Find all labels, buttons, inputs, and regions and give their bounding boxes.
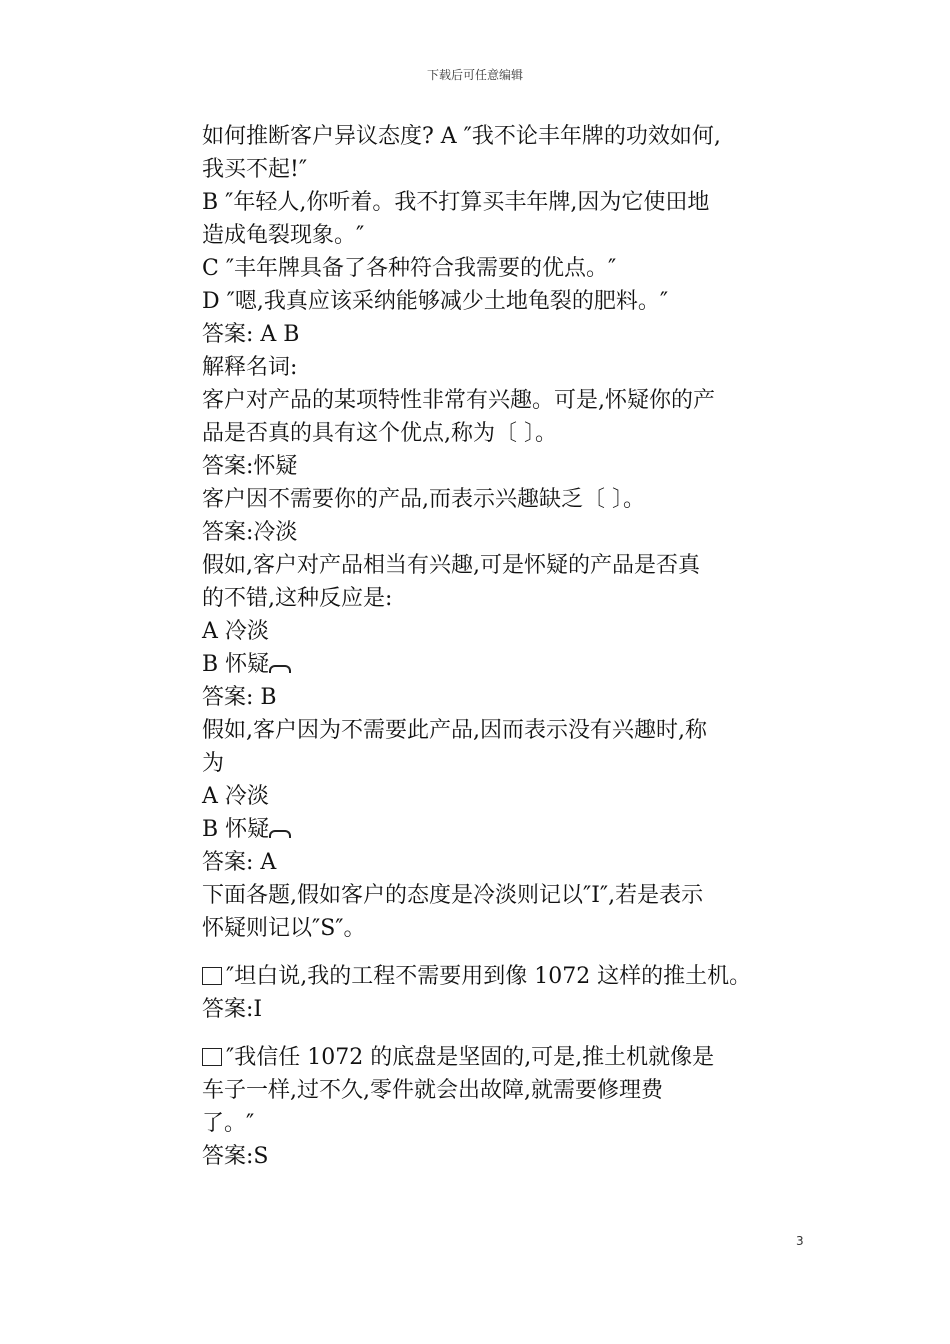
text-line: 造成龟裂现象。″ [202, 223, 365, 248]
option-line: A 冷淡 [202, 784, 269, 809]
text-line: 品是否真的具有这个优点,称为〔 〕。 [202, 421, 557, 446]
answer-line: 答案:冷淡 [202, 520, 298, 545]
option-text: B 怀疑 [202, 652, 270, 677]
text-line: 假如,客户因为不需要此产品,因而表示没有兴趣时,称 [202, 718, 707, 743]
text-line: 客户因不需要你的产品,而表示兴趣缺乏〔 〕。 [202, 487, 645, 512]
text-line: D ″嗯,我真应该采纳能够减少土地龟裂的肥料。″ [202, 289, 669, 314]
question-text-continued: 车子一样,过不久,零件就会出故障,就需要修理费 [202, 1078, 663, 1103]
checkbox-icon [202, 967, 222, 985]
text-line: 为 [202, 751, 225, 776]
text-line: B ″年轻人,你听着。我不打算买丰年牌,因为它使田地 [202, 190, 710, 215]
option-line [202, 648, 762, 681]
text-line: 怀疑则记以″S″。 [202, 916, 366, 941]
text-line: 客户对产品的某项特性非常有兴趣。可是,怀疑你的产 [202, 388, 715, 413]
text-line: 下面各题,假如客户的态度是冷淡则记以″I″,若是表示 [202, 883, 704, 908]
question-text: ″坦白说,我的工程不需要用到像 1072 这样的推土机。 [226, 964, 752, 989]
text-line: 假如,客户对产品相当有兴趣,可是怀疑的产品是否真 [202, 553, 700, 578]
answer-line: 答案: B [202, 685, 277, 710]
option-line: A 冷淡 [202, 619, 269, 644]
checkbox-icon [202, 1048, 222, 1066]
answer-line: 答案: A B [202, 322, 300, 347]
section-heading: 解释名词: [202, 355, 298, 380]
answer-line: 答案: A [202, 850, 277, 875]
page-number: 3 [796, 1234, 804, 1248]
answer-line: 答案:S [202, 1144, 269, 1169]
text-line: 我买不起!″ [202, 157, 308, 182]
bracket-mark-icon [269, 830, 291, 838]
page-header: 下载后可任意编辑 [426, 68, 523, 82]
bracket-mark-icon [269, 665, 291, 673]
text-line: 如何推断客户异议态度? A ″我不论丰年牌的功效如何, [202, 124, 721, 149]
question-item [202, 960, 762, 993]
question-item [202, 1041, 762, 1074]
option-text: B 怀疑 [202, 817, 270, 842]
question-text: ″我信任 1072 的底盘是坚固的,可是,推土机就像是 [226, 1045, 715, 1070]
document-body [202, 120, 762, 1173]
text-line: 的不错,这种反应是: [202, 586, 393, 611]
question-text-continued: 了。″ [202, 1111, 255, 1136]
answer-line: 答案:I [202, 997, 263, 1022]
text-line: C ″丰年牌具备了各种符合我需要的优点。″ [202, 256, 617, 281]
option-line [202, 813, 762, 846]
answer-line: 答案:怀疑 [202, 454, 298, 479]
